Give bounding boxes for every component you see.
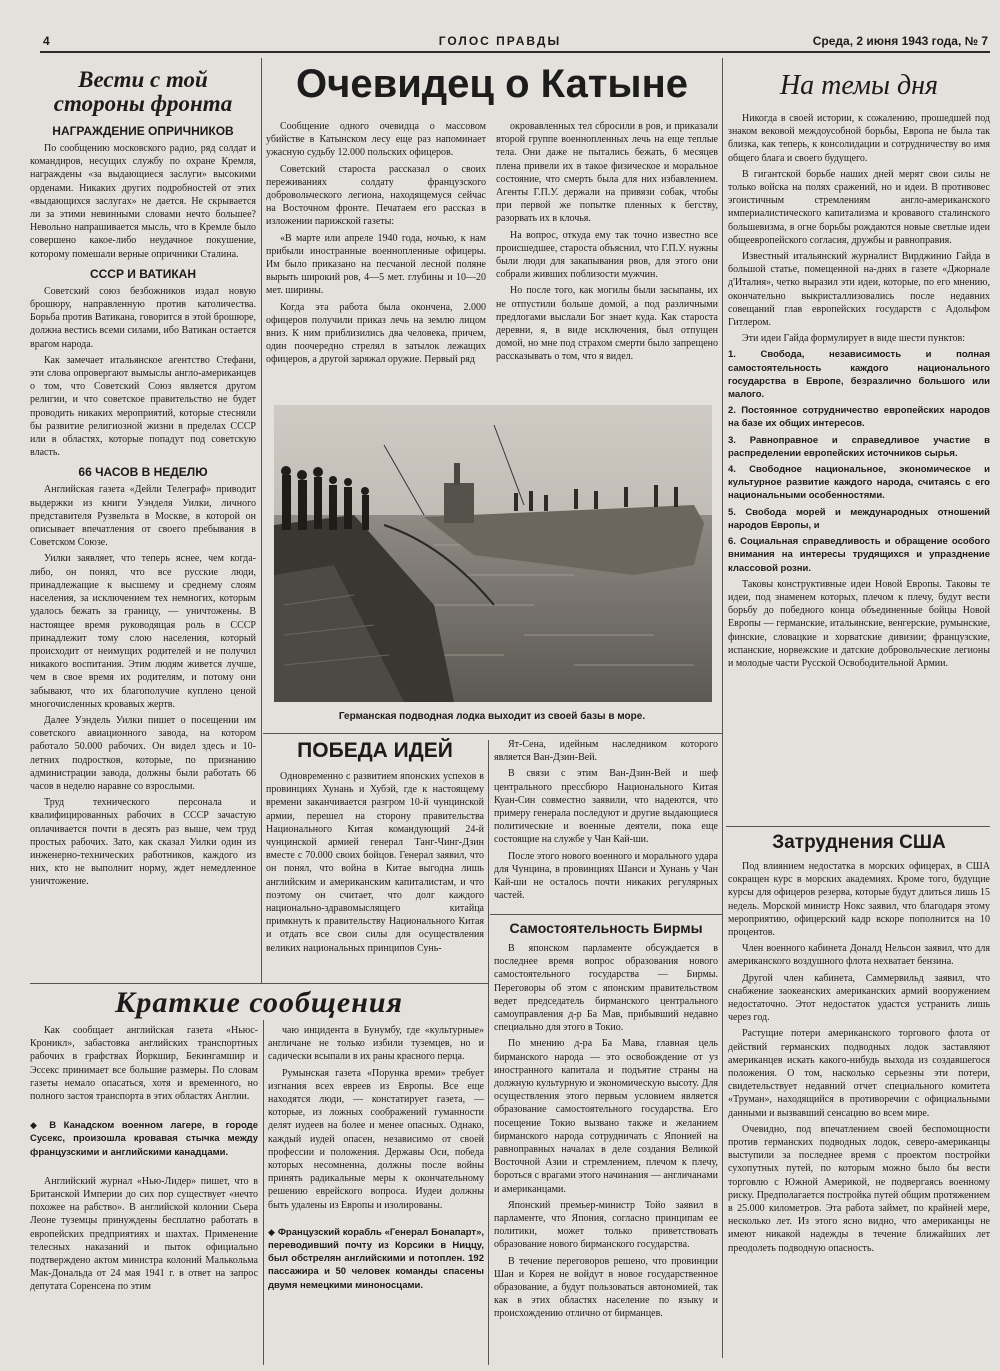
paragraph: 3. Равноправное и справедливое участие в распределении европейских источников сырья. bbox=[728, 434, 990, 459]
paragraph: 5. Свобода морей и международных отношений народов Европы, и bbox=[728, 506, 990, 531]
paragraph: На вопрос, откуда ему так точно известно все происшедшее, староста объяснил, что Г.П.У. нужны были люди для закапывания рвов, для этого они собрали живших поблизости мужчин. bbox=[496, 229, 718, 281]
paragraph: Очевидно, под впечатлением своей беспомощности против германских подводных лодок, северо-американцы выступили за последнее время с проектом постройки сухопутных путей, по которым можно было бы вести торговлю с Южной Америкой, не подвергаясь военному риску. Предполагается постройка путей общим протяжением в 25.000 километров. Эта работа займет, по крайней мере, несколько лет. Из этого ясно видно, что американцы не имеют никакой надежды в течение ближайших лет преодолеть подводную опасность. bbox=[728, 1123, 990, 1254]
paragraph: Растущие потери американского торгового флота от действий германских подводных лодок заставляют американцев искать какого-нибудь выхода из создавшегося положения. О том, насколько серьезны эти потери, свидетельствует недавний отчет специального комитета «Труман», находящийся в противоречии с официальными данными и вызвавший сенсацию во всем мире. bbox=[728, 1028, 990, 1119]
paragraph: Как сообщает английская газета «Ньюс-Кроникл», забастовка английских транспортных рабочих в графствах Йоркшир, Бекингамшир и Эссекс принимает все большие размеры. По словам газеты немало опасаться, хотя и временного, но полного застоя транспорта в этих областях Англии. bbox=[30, 1025, 258, 1103]
paragraph: Румынская газета «Порунка времи» требует изгнания всех евреев из Европы. Все еще находятся люди, — констатирует газета, — которые, из ложных соображений гуманности делят иудеев на более и менее опасных. Однако, каждый иудей опасен, независимо от своей профессии и положения. Державы Оси, победа которых несомненна, должны после войны принять радикальные меры к окончательному решению еврейского вопроса. Иудеи должны быть удалены из Европы и изолированы. bbox=[268, 1067, 484, 1211]
masthead bbox=[10, 0, 990, 52]
paragraph: В гигантской борьбе наших дней мерят свои силы не только войска на полях сражений, но и идеи. В противовес эгоистичным стремлениям англо-американского империалистического капитализма и кровавого сталинского большевизма, в огне борьбы рождаются новые светлые идеи общеевропейского согласия, дружбы и равноправия. bbox=[728, 168, 990, 246]
paragraph: Известный итальянский журналист Вирджинио Гайда в большой статье, помещенной на-днях в газете «Джорнале д'Италия», четко выразил эти идеи, которые, по его мнению, окончательно выкристаллизовались после недавних совещаний глав европейских государств с Адольфом Гитлером. bbox=[728, 251, 990, 329]
paragraph: Английский журнал «Нью-Лидер» пишет, что в Британской Империи до сих пор существует «нечто похожее на рабство». В английской колонии Сьера Леоне туземцы принуждены бесплатно работать в европейских предприятиях и шахтах. Применение телесных наказаний и пыток официально подтверждено актом министра колоний Малькольма Мак-Дональда от 24 мая 1941 г. в ответ на запрос депутата Соренсена по этим bbox=[30, 1175, 258, 1293]
article-66-chasov bbox=[30, 483, 256, 888]
kratkie-bold-korabl bbox=[268, 1226, 484, 1292]
kratkie-bold-canada bbox=[30, 1119, 258, 1159]
subhead-sssr-vatikan: СССР И ВАТИКАН bbox=[89, 266, 197, 281]
issue-date: Среда, 2 июня 1943 года, № 7 bbox=[812, 34, 988, 48]
section-heading-na-temy-dnya: На темы дня bbox=[779, 70, 939, 101]
section-divider bbox=[490, 914, 722, 915]
paragraph: Другой член кабинета, Саммервильд заявил, что снабжение заокеанских американских армий вооружением недостаточно. Этот недостаток удастся устранить лишь через год. bbox=[728, 972, 990, 1024]
paragraph: Японский премьер-министр Тойо заявил в парламенте, что Япония, согласно принципам ее политики, может только приветствовать образование нового бирманского государства. bbox=[494, 1199, 718, 1251]
submarine-photo bbox=[274, 405, 712, 702]
pobeda-text-1 bbox=[266, 770, 484, 955]
right-column bbox=[728, 58, 990, 826]
kratkie-column-1 bbox=[30, 1024, 258, 1364]
section-heading-kratkie: Краткие сообщения bbox=[114, 986, 404, 1019]
paragraph: окровавленных тел сбросили в ров, и приказали второй группе военнопленных лечь на еще теплые тела. Они даже не пытались бежать, 6 месяцев плена привели их в такое физическое и моральное состояние, что смерть была для них избавлением. Агенты Г.П.У. держали на привязи собак, чтобы при первой же попытке пленных к бегству, разорвать их в клочья. bbox=[496, 121, 718, 225]
paragraph: чаю инцидента в Бунумбу, где «культурные» англичане не только избили туземцев, но и садически всыпали в их раны красного перца. bbox=[268, 1025, 484, 1063]
section-divider bbox=[726, 826, 990, 827]
article-title-birma: Самостоятельность Бирмы bbox=[509, 920, 703, 936]
paragraph: Эти идеи Гайда формулирует в виде шести пунктов: bbox=[742, 333, 966, 345]
section-divider bbox=[263, 733, 722, 734]
paragraph: В японском парламенте обсуждается в последнее время вопрос образования нового самостоятельного государства — Бирмы. Переговоры об этом с японским правительством ведет председатель бирманского центрального самоуправления д-р Ба Мав, прибывший недавно специально для этого в Токио. bbox=[494, 943, 718, 1034]
katyn-title-box bbox=[266, 58, 718, 118]
article-title-usa: Затруднения США bbox=[772, 832, 946, 853]
usa-text bbox=[728, 860, 990, 1255]
paragraph: 6. Социальная справедливость и обращение особого внимания на интересы трудящихся и упразднение классовой розни. bbox=[728, 536, 990, 574]
column-divider bbox=[722, 58, 723, 1358]
column-divider bbox=[263, 1020, 264, 1365]
column-divider bbox=[488, 740, 489, 1365]
birma-column bbox=[494, 916, 718, 1361]
gaida-points bbox=[728, 348, 990, 574]
submarine-photo-image bbox=[274, 405, 712, 702]
na-temy-closing: Таковы конструктивные идеи Новой Европы. Таковы те идеи, под знаменем которых, плечом к плечу, будут вести борьбу до победного конца объединенные бойцы Новой Европы — германские, итальянские, венгерские, румынские, финские, словацкие и хорватские дивизии; французские, испанские, норвежские и датские добровольческие легионы и молодые части Русской Освободительной Армии. bbox=[728, 578, 990, 669]
paragraph: Как замечает итальянское агентство Стефани, эти слова опровергают вымыслы англо-американцев о том, что Советский Союз является другом религии, и что советское правительство не будет проводить никаких мероприятий, которые стесняли бы развитие религиозной жизни в пределах СССР или в областях, которые попадут под советскую власть. bbox=[30, 354, 256, 459]
article-title-pobeda: ПОБЕДА ИДЕЙ bbox=[297, 739, 453, 762]
birma-text bbox=[494, 942, 718, 1321]
photo-caption: Германская подводная лодка выходит из своей базы в море. bbox=[338, 711, 646, 722]
diamond-bullet-icon: ◆ bbox=[268, 1226, 278, 1237]
paragraph: В течение переговоров решено, что провинции Шан и Корея не войдут в новое государственное образование, а будут пользоваться автономией, так как в этих областях население по языку и происхождению отлично от бирманцев. bbox=[494, 1255, 718, 1320]
section-heading-vesti: Вести с той стороны фронта bbox=[53, 67, 233, 116]
pobeda-column-2 bbox=[494, 738, 718, 910]
paragraph: Никогда в своей истории, к сожалению, прошедшей под знаком вековой междоусобной борьбы, Европа не была так близка, как теперь, к консолидации и сотрудничеству во имя общего блага и своего будущего. bbox=[728, 113, 990, 164]
paragraph: Труд технического персонала и квалифицированных рабочих в СССР зачастую оплачивается почти в десять раз выше, чем труд простых рабочих. Зато, как сказал Уилки один из инженерно-технических работников, каждого из них, кто не выполнит норму, ждет немедленное уничтожение. bbox=[30, 797, 256, 888]
paragraph: По мнению д-ра Ба Мава, главная цель бирманского народа — это освобождение от уз иностранного капитала и подъятие страны на должную культурную и экономическую высоту. Для осуществления этого первым условием является образование самостоятельного государства. Его посещение Токио вызвано также и желанием бирманского народа сотрудничать с Японией на равноправных началах в деле создания Великой Восточной Азии и стремлением, плечом к плечу, бороться с врагами этого начинания — англичанами и американцами. bbox=[494, 1038, 718, 1195]
paragraph: Далее Уэндель Уилки пишет о посещении им советского авиационного завода, на котором работало 50.000 рабочих. Он видел здесь и 10-летних подростков, которые, по признанию администрации завода, должны были работать 66 часов в неделю наравне со взрослыми. bbox=[30, 714, 256, 792]
katyn-column-2 bbox=[496, 120, 718, 400]
kratkie-korabl-text: Французский корабль «Генерал Бонапарт», переводивший почту из Корсики в Ниццу, был обстрелян английскими и потоплен. 192 пассажира и 50 человек команды спасены двумя немецкими миноносцами. bbox=[268, 1226, 484, 1291]
paragraph: Под влиянием недостатка в морских офицерах, в США сокращен курс в морских академиях. Кроме того, будущие курсы для офицеров резерва, которые будут длиться лишь 15 недель. Морской министр Нокс заявил, что благодаря этому мероприятию, офицерский кадр вскоре пополнится на 10 процентов. bbox=[728, 861, 990, 939]
article-nagrazhdenie bbox=[30, 142, 256, 261]
newspaper-name: ГОЛОС ПРАВДЫ bbox=[438, 34, 562, 48]
diamond-bullet-icon: ◆ bbox=[30, 1120, 50, 1131]
paragraph: Уилки заявляет, что теперь яснее, чем когда-либо, он понял, что все русские люди, принадлежащие к высшему и среднему слоям населения, за исключением тех немногих, которым удалось бежать за границу, — уничтожены. В настоящее время руководящая роль в СССР принадлежит тому слою населения, который происходит от неимущих родителей и не получил никакого воспитания. Этим людям живется лучше, чем в свое время их родителям, и потому они забывают, что их благополучие куплено ценой многочисленных кровавых жертв. bbox=[30, 553, 256, 710]
paragraph: Ят-Сена, идейным наследником которого является Ван-Дзин-Вей. bbox=[494, 739, 718, 764]
paragraph: «В марте или апреле 1940 года, ночью, к нам прибыли иностранные военнопленные офицеры. Им было приказано на песчаной лесной поляне вырыть широкий ров, 4—5 мет. глубины и 10—20 мет. ширины. bbox=[266, 232, 486, 297]
subhead-nagrazhdenie: НАГРАЖДЕНИЕ ОПРИЧНИКОВ bbox=[52, 124, 234, 138]
article-sssr-vatikan bbox=[30, 285, 256, 460]
paragraph: Одновременно с развитием японских успехов в провинциях Хунань и Хубэй, где к настоящему времени заканчивается разгром 10-й чунцинской армии, перешел на сторону правительства Национального Китая командующий 24-й чунцинской армией генерал Танг-Чинг-Дзин вместе с 70.000 своих бойцов. Генерал заявил, что он понял, что война в Китае выгодна лишь английским и американским капиталистам, и что поэтому он считает, что долг каждого национально-здравомыслящего китайца примкнуть к правительству Национального Китая и отдать все свои силы для осуществления великих национальных принципов Сунь- bbox=[266, 771, 484, 954]
section-divider bbox=[30, 983, 488, 984]
pobeda-column-1 bbox=[266, 738, 484, 978]
paragraph: Но после того, как могилы были засыпаны, их не отпустили больше домой, а под различными предлогами выслали Бог знает куда. Как староста деревни, я, в виде исключения, был отпущен домой, но мне под страхом смерти было запрещено рассказывать о том, что я видел. bbox=[496, 285, 718, 363]
paragraph: 2. Постоянное сотрудничество европейских народов на базе их общих интересов. bbox=[728, 405, 990, 430]
article-title-katyn: Очевидец о Катыне bbox=[296, 62, 688, 106]
kratkie-text-2 bbox=[30, 1175, 258, 1294]
kratkie-canada-text: В Канадском военном лагере, в городе Сусекс, произошла кровавая стычка между французскими и английскими канадцами. bbox=[30, 1120, 258, 1158]
paragraph: Когда эта работа была окончена, 2.000 офицеров получили приказ лечь на землю лицом вниз. К ним приблизились два человека, причем, один поочередно стрелял в затылок лежащих офицеров, а другой заряжал оружие. Первый ряд bbox=[266, 301, 486, 366]
paragraph: В связи с этим Ван-Дзин-Вей и шеф центрального прессбюро Национального Китая Куан-Син совместно заявили, что надеются, что примеру генерала последуют и другие выдающиеся политические и военные деятели, пока еще состоящие на службе у Чан Кай-ши. bbox=[494, 768, 718, 846]
header-rule bbox=[40, 51, 990, 53]
paragraph: Сообщение одного очевидца о массовом убийстве в Катынском лесу еще раз напоминает ужасную судьбу 12.000 польских офицеров. bbox=[266, 121, 486, 159]
na-temy-intro bbox=[728, 112, 990, 345]
paragraph: 1. Свобода, независимость и полная самостоятельность каждого национального государства в Европе, безразлично большого или малого. bbox=[728, 349, 990, 401]
page-number: 4 bbox=[43, 34, 50, 48]
paragraph: После этого нового военного и морального удара для Чунцина, в провинциях Шанси и Хунань у Чан Кай-ши не осталось почти никаких регулярных частей. bbox=[494, 850, 718, 902]
paragraph: Английская газета «Дейли Телеграф» приводит выдержки из книги Уэнделя Уилки, личного представителя Рузвельта в Москве, в которой он описывает впечатления от своего пребывания в Советском Союзе. bbox=[30, 484, 256, 549]
paragraph: Советский союз безбожников издал новую брошюру, направленную против католичества. Борьба против Ватикана, говорится в этой брошюре, должна вестись всеми силами, ибо Ватикан остается врагом народа. bbox=[30, 285, 256, 350]
paragraph: Член военного кабинета Доналд Нельсон заявил, что для американского воздушного флота нехватает бензина. bbox=[728, 943, 990, 968]
kratkie-column-2 bbox=[268, 1024, 484, 1364]
subhead-66-chasov: 66 ЧАСОВ В НЕДЕЛЮ bbox=[78, 465, 208, 480]
column-divider bbox=[261, 58, 262, 983]
paragraph: По сообщению московского радио, ряд солдат и командиров, несущих службу по охране Кремля, награждены «за выдающиеся заслуги» высокими орденами. Никаких других подробностей от этих «выдающихся заслугах» не дается. Не скрывается ли за этими невинными словами нечто большее? Невольно напрашивается мысль, что в Кремле было совершено какое-либо неудачное покушение, которому помешали верные опричники Сталина. bbox=[30, 143, 256, 260]
kratkie-text-3 bbox=[268, 1024, 484, 1212]
paragraph: 4. Свободное национальное, экономическое и культурное развитие каждого народа, считаясь с его национальными особенностями. bbox=[728, 464, 990, 502]
kratkie-heading-box bbox=[30, 986, 488, 1022]
katyn-column-1 bbox=[266, 120, 486, 400]
kratkie-text-1 bbox=[30, 1024, 258, 1103]
left-column bbox=[30, 58, 256, 980]
paragraph: Советский староста рассказал о своих переживаниях солдату французского добровольческого легиона, находящемуся сейчас на Восточном фронте. Печатаем его рассказ в изложении парижской газеты: bbox=[266, 163, 486, 228]
usa-column bbox=[728, 830, 990, 1365]
